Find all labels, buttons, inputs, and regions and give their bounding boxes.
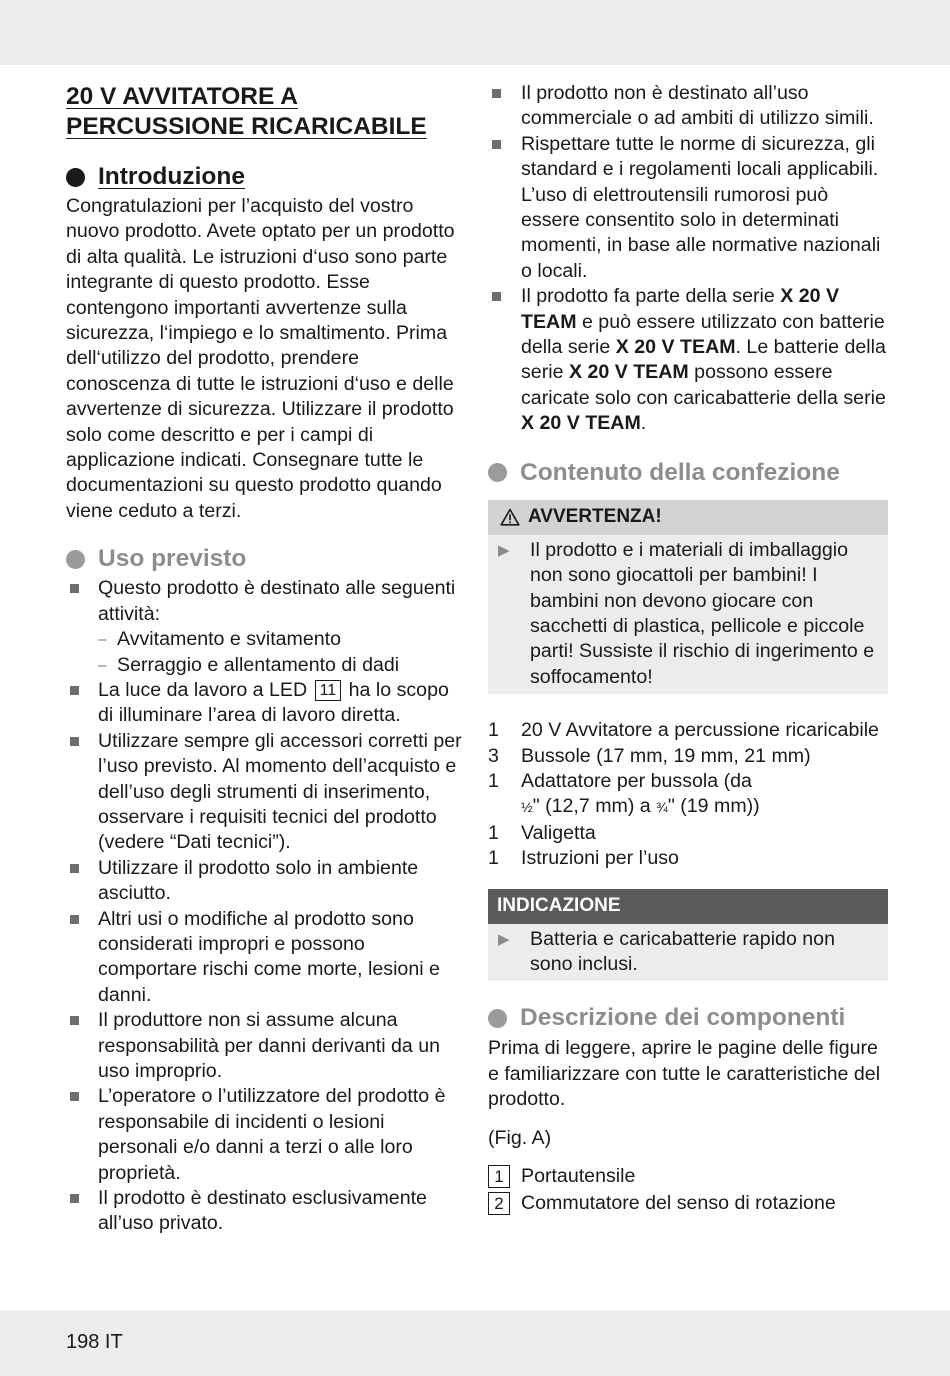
item-quantity: 1 (488, 769, 499, 792)
sub-list (98, 627, 466, 678)
item-quantity: 3 (488, 744, 499, 767)
component-name: Portautensile (521, 1165, 636, 1187)
intro-paragraph: Congratulazioni per l’acquisto del vostro nuovo prodotto. Avete optato per un prodotto di alta qualità. Le istruzioni d‘uso sono parte integrante di questo prodotto. Esse contengono importanti avvertenze sulla sicurezza, l‘impiego e lo smaltimento. Prima dell‘utilizzo del prodotto, prendere conoscenza di tutte le istruzioni d‘uso e delle avvertenze di sicurezza. Utilizzare il prodotto solo come descritto e per i campi di applicazione indicati. Consegnare tutte le documentazioni su questo prodotto quando viene ceduto a terzi. (66, 195, 455, 522)
section-heading: Contenuto della confezione (520, 458, 840, 486)
item-name (521, 769, 879, 821)
warning-row (498, 538, 878, 690)
list-item-text: Il prodotto fa parte della serie (521, 285, 775, 308)
figure-reference: (Fig. A) (488, 1126, 552, 1149)
list-item: Il prodotto non è destinato all’uso commerciale o ad ambiti di utilizzo simili. (488, 81, 888, 132)
title-line-1: 20 V AVVITATORE A (66, 83, 298, 110)
bullet-dot-icon (66, 168, 85, 187)
list-item: L’operatore o l’utilizzatore del prodotto è responsabile di incidenti o lesioni personali e/o danni a terzi o alle loro proprietà. (66, 1084, 466, 1186)
series-name: X 20 V TEAM (521, 285, 840, 333)
list-item: Utilizzare il prodotto solo in ambiente asciutto. (66, 856, 466, 907)
componenti-paragraph: Prima di leggere, aprire le pagine delle figure e familiarizzare con tutte le caratteristiche del prodotto. (488, 1037, 881, 1111)
note-body (488, 924, 888, 982)
contents-row (488, 718, 879, 743)
bullet-dot-icon (488, 463, 507, 482)
list-item-text: . (640, 412, 647, 435)
series-name: X 20 V TEAM (615, 336, 736, 359)
contents-row (488, 846, 879, 871)
section-introduzione (66, 162, 466, 192)
item-name: Valigetta (521, 821, 596, 844)
list-item-text: . Le batterie della serie (521, 336, 886, 384)
section-uso-previsto (66, 544, 466, 574)
warning-title: AVVERTENZA! (528, 506, 662, 528)
list-item-text: Questo prodotto è destinato alle seguenti attività: (98, 577, 456, 625)
list-item: Altri usi o modifiche al prodotto sono considerati impropri e possono comportare rischi come morte, lesioni e danni. (66, 907, 466, 1009)
reference-number: 11 (315, 680, 342, 701)
list-item (66, 576, 466, 678)
list-item: Rispettare tutte le norme di sicurezza, gli standard e i regolamenti locali applicabili. L’uso di elettroutensili rumorosi può essere consentito solo in determinati momenti, in base alle normative nazionali o locali. (488, 132, 888, 284)
warning-header (488, 500, 888, 535)
bullet-dot-icon (488, 1009, 507, 1028)
warning-body (488, 535, 888, 694)
item-quantity: 1 (488, 847, 499, 870)
document-title (66, 80, 466, 142)
list-item: Il produttore non si assume alcuna responsabilità per danni derivanti da un uso improprio. (66, 1008, 466, 1084)
uso-list-continued (488, 81, 888, 437)
warning-triangle-icon (500, 508, 520, 526)
contents-row (488, 769, 879, 821)
item-name-part: Adattatore per bussola (da (521, 769, 752, 792)
component-number: 2 (488, 1192, 510, 1215)
note-box (488, 889, 888, 982)
uso-list (66, 576, 466, 1237)
note-text: Batteria e caricabatterie rapido non sono inclusi. (530, 927, 835, 975)
play-triangle-icon: ▶ (498, 930, 510, 948)
list-item-text: La luce da lavoro a LED (98, 678, 308, 701)
component-item (488, 1164, 888, 1189)
left-column (66, 80, 466, 1237)
play-triangle-icon: ▶ (498, 541, 510, 559)
item-quantity: 1 (488, 719, 499, 742)
sub-list-item: – Avvitamento e svitamento (98, 627, 466, 652)
contents-list (488, 718, 879, 871)
warning-box (488, 500, 888, 694)
list-item-text: ha lo scopo di illuminare l’area di lavoro diretta. (98, 678, 449, 727)
note-row (498, 927, 878, 978)
item-name-part: " (12,7 mm) a (532, 795, 651, 818)
component-item (488, 1191, 888, 1216)
bullet-dot-icon (66, 550, 85, 569)
note-header: INDICAZIONE (488, 889, 888, 924)
item-quantity: 1 (488, 821, 499, 844)
list-item-text: e può essere utilizzato con batterie della serie (521, 310, 885, 359)
contents-row (488, 821, 879, 846)
section-contenuto (488, 458, 888, 488)
component-name: Commutatore del senso di rotazione (521, 1192, 836, 1215)
right-column (488, 80, 888, 1217)
list-item: Utilizzare sempre gli accessori corretti per l’uso previsto. Al momento dell’acquisto e dell’uso degli strumenti di inserimento, osservare i requisiti tecnici del prodotto (vedere “Dati tecnici”). (66, 729, 466, 856)
item-name-part: " (19 mm)) (667, 795, 760, 818)
footer-band (0, 1310, 950, 1376)
header-band (0, 0, 950, 65)
list-item (488, 284, 888, 436)
section-heading: Uso previsto (98, 545, 247, 573)
section-heading: Descrizione dei componenti (520, 1004, 846, 1032)
component-number: 1 (488, 1165, 510, 1188)
list-item-text: possono essere caricate solo con caricabatterie della serie (521, 361, 886, 409)
title-line-2: PERCUSSIONE RICARICABILE (66, 113, 427, 140)
section-heading: Introduzione (98, 163, 245, 190)
warning-text: Il prodotto e i materiali di imballaggio non sono giocattoli per bambini! I bambini non devono giocare con sacchetti di plastica, pellicole e piccole parti! Sussiste il rischio di ingerimento e soffocamento! (530, 538, 875, 688)
list-item: Il prodotto è destinato esclusivamente all’uso privato. (66, 1186, 466, 1237)
list-item (66, 678, 466, 729)
fraction: ¾ (656, 799, 668, 816)
page-number: 198 IT (66, 1331, 123, 1353)
item-name: Istruzioni per l’uso (521, 847, 679, 870)
contents-row (488, 744, 879, 769)
item-name: Bussole (17 mm, 19 mm, 21 mm) (521, 744, 811, 767)
section-componenti (488, 1003, 888, 1033)
item-name: 20 V Avvitatore a percussione ricaricabile (521, 719, 879, 742)
sub-list-item: – Serraggio e allentamento di dadi (98, 653, 466, 678)
fraction: ½ (521, 799, 533, 816)
components-list (488, 1164, 888, 1217)
series-name: X 20 V TEAM (521, 412, 641, 435)
series-name: X 20 V TEAM (568, 361, 689, 384)
